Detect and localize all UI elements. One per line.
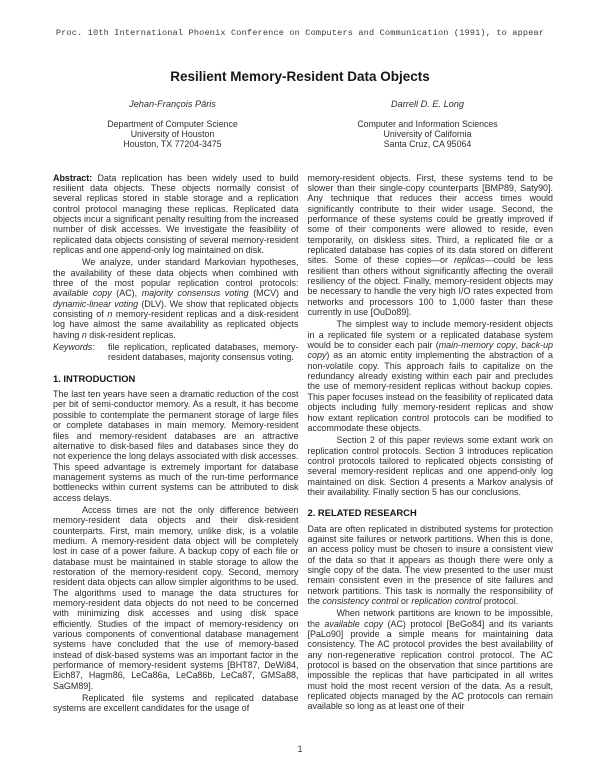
- author-block-right: [300, 99, 555, 150]
- paragraph: Data are often replicated in distributed systems for protection against site failures or network partitions. When this is done, an access policy must be chosen to insure a consistent view of the data so that it appears as though there were only a single copy of the data. The view presented to the user must remain consistent even in the presence of site failures and network partitions. This task is normally the responsibility of the consistency control or replication control protocol.: [307, 523, 553, 607]
- affiliation-line: Santa Cruz, CA 95064: [383, 139, 472, 150]
- keywords-block: [53, 342, 299, 363]
- affiliation-line: Computer and Information Sciences: [357, 119, 498, 129]
- affiliation-line: Houston, TX 77204-3475: [123, 139, 222, 150]
- paragraph: Section 2 of this paper reviews some extant work on replication control protocols. Section 3 introduces replication control protocols tailored to replicated objects consisting of several memory-resident replicas and one append-only log maintained on disk. Section 4 presents a Markov analysis of their availability. Finally section 5 has our conclusions.: [307, 435, 553, 497]
- section-heading: 2. RELATED RESEARCH: [307, 507, 417, 519]
- proceedings-header: Proc. 10th International Phoenix Conference on Computers and Communication (1991), to appear: [55, 28, 545, 38]
- paragraph: memory-resident objects. First, these systems tend to be slower than their single-copy counterparts [BMP89, Saty90]. Any technique that reduces their access times would significantly contribute to their wider usage. Second, the performance of these systems could be greatly improved if some of their components were allowed to reside, even temporarily, on diskless sites. Third, a replicated file or a replicated database has copies of its data stored on different sites. Some of these copies—or replicas—could be less resilient than others without significantly affecting the overall resiliency of the object. Finally, memory-resident objects may be necessary to handle the very high I/O rates expected from networks and processors 100 to 1,000 faster than these currently in use [OuDo89].: [307, 172, 553, 318]
- keywords-label: Keywords:: [53, 342, 95, 353]
- section-heading: 1. INTRODUCTION: [53, 372, 136, 384]
- paragraph: The simplest way to include memory-resident objects in a replicated file system or a replicated database system would be to consider each pair (main-memory copy, back-up copy) as an atomic entity implementing the abstraction of a non-volatile copy. This approach fails to capitalize on the redundancy already existing within each pair and precludes the use of memory-resident replicas without backup copies. This paper focuses instead on the feasibility of replicated data objects including fully memory-resident replicas and show how extant replication control protocols can be modified to accommodate these objects.: [307, 319, 554, 433]
- paragraph: Access times are not the only difference between memory-resident data objects and their disk-resident counterparts. First, main memory, unlike disk, is a volatile medium. A memory-resident data object will be completely lost in case of a power failure. A backup copy of each file or database must be maintained in stable storage to allow the restoration of the memory-resident copy. Second, memory resident data objects can allow simpler algorithms to be used. The algorithms used to manage the data structures for memory-resident data objects do not need to be concerned with minimizing disk accesses and using disk space efficiently. Studies of the impact of memory-residency on various components of conventional database management systems have concluded that the use of memory-based instead of disk-based systems was an important factor in the performance of memory-resident systems [BHT87, DeWi84, Eich87, Hagm86, LeCa86a, LeCa86b, LeCa87, GMSa88, SaGM89].: [53, 504, 299, 691]
- right-column: [308, 173, 554, 716]
- page-number: 1: [297, 744, 303, 754]
- author-name: Darrell D. E. Long: [390, 99, 465, 109]
- author-block-left: [45, 99, 300, 150]
- paragraph: When network partitions are known to be impossible, the available copy (AC) protocol [BeGo84] and its variants [PaLo90] provide a simple means for maintaining data consistency. The AC protocol provides the best availability of any non-regenerative replication control protocol. The AC protocol is based on the observation that since partitions are impossible the replicas that have participated in all writes must hold the most recent version of the data. As a result, replicated objects managed by the AC protocols can remain available so long as at least one of their: [307, 608, 553, 712]
- body-columns: [53, 173, 553, 716]
- affiliation-line: Department of Computer Science: [107, 119, 238, 129]
- left-column: [53, 173, 299, 716]
- paragraph: Abstract: Data replication has been widely used to build resilient data objects. These objects normally consist of several replicas stored in stable storage and a replication control protocol managing these replicas. Replicated data objects incur a significant penalty resulting from the increased number of disk accesses. We investigate the feasibility of replicated data objects consisting of several memory-resident replicas and one append-only log maintained on disk.: [53, 172, 299, 256]
- paragraph: We analyze, under standard Markovian hypotheses, the availability of these data objects when combined with three of the most popular replication control protocols: available copy (AC), majority consensus voting (MCV) and dynamic-linear voting (DLV). We show that replicated objects consisting of n memory-resident replicas and a disk-resident log have almost the same availability as replicated objects having n disk-resident replicas.: [53, 257, 299, 340]
- paragraph: Replicated file systems and replicated database systems are excellent candidates for the usage of: [53, 693, 299, 714]
- paragraph: The last ten years have seen a dramatic reduction of the cost per bit of semi-conductor memory. As a result, it has become possible to contemplate the permanent storage of large files or complete databases in main memory. Memory-resident files and memory-resident databases are an attractive alternative to disk-based files and databases since they do not experience the long delays associated with disk accesses. This speed advantage is extremely important for database management systems as much of the run-time performance bottlenecks within current systems can be attributed to disk access delays.: [53, 389, 299, 503]
- affiliation-line: University of California: [383, 129, 472, 140]
- paper-title: Resilient Memory-Resident Data Objects: [170, 69, 430, 84]
- authors-row: [45, 99, 555, 150]
- keywords-text: file replication, replicated databases, memory-resident databases, majority consensus voting.: [108, 342, 299, 363]
- affiliation-line: University of Houston: [130, 129, 215, 140]
- author-name: Jehan-François Pâris: [129, 99, 216, 109]
